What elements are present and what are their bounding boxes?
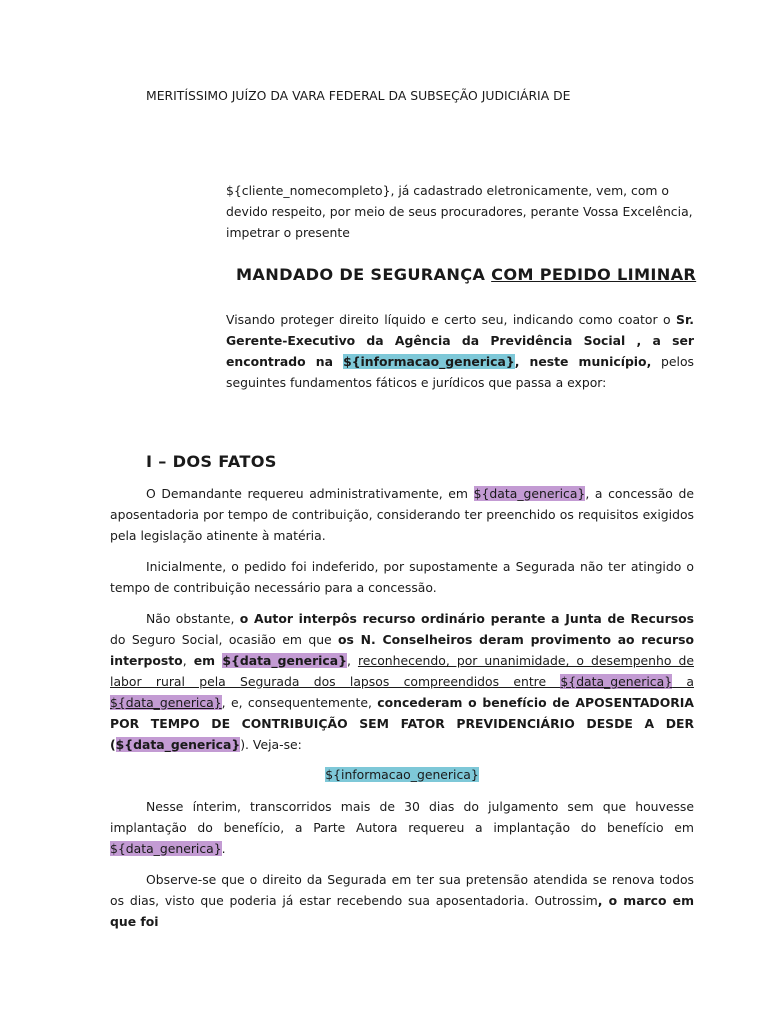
document-title xyxy=(236,265,696,284)
court-address: MERITÍSSIMO JUÍZO DA VARA FEDERAL DA SUBSEÇÃO JUDICIÁRIA DE xyxy=(146,88,571,103)
p3-bold-d: concederam o benefício de APOSENTADORIA POR TEMPO DE CONTRIBUIÇÃO SEM FATOR PREVIDENCIÁRIO DESDE A DER ( xyxy=(110,695,694,752)
p4-text-a: Nesse ínterim, transcorridos mais de 30 dias do julgamento sem que houvesse implantação do benefício, a Parte Autora requereu a implantação do benefício em xyxy=(110,799,694,835)
p1-text-b: , a concessão de aposentadoria por tempo de contribuição, considerando ter preenchido os requisitos exigidos pela legislação atinente à matéria. xyxy=(110,486,695,543)
paragraph-5 xyxy=(110,869,694,932)
intro-paragraph: ${cliente_nomecompleto}, já cadastrado eletronicamente, vem, com o devido respeito, por meio de seus procuradores, perante Vossa Excelência, impetrar o presente xyxy=(226,183,693,240)
paragraph-4 xyxy=(110,796,694,859)
paragraph-1 xyxy=(110,483,694,546)
p3-text-b: do Seguro Social, ocasião em que xyxy=(110,632,339,647)
p5-text: Observe-se que o direito da Segurada em ter sua pretensão atendida se renova todos os dias, visto que poderia já estar recebendo sua aposentadoria. Outrossim xyxy=(110,872,694,908)
p3-underline-a: reconhecendo, por unanimidade, o desempenho de labor rural pela Segurada dos lapsos compreendidos entre xyxy=(110,653,694,689)
fundamentos-text: pelos seguintes fundamentos fáticos e jurídicos que passa a expor: xyxy=(226,354,694,390)
p3-underline-b: a xyxy=(672,674,694,689)
date-placeholder: ${data_generica} xyxy=(560,674,673,689)
title-main: MANDADO DE SEGURANÇA xyxy=(236,265,492,284)
p3-text-e: , e, consequentemente, xyxy=(221,695,378,710)
p3-text-a: Não obstante, xyxy=(146,611,240,626)
p5-bold: , o marco em que foi xyxy=(110,893,694,929)
p3-bold-a: o Autor interpôs recurso ordinário perante a Junta de Recursos xyxy=(239,611,694,626)
p3-text-c: , xyxy=(182,653,194,668)
section-heading: I – DOS FATOS xyxy=(146,452,277,471)
date-placeholder: ${data_generica} xyxy=(110,695,222,710)
paragraph-3 xyxy=(110,608,694,755)
coator-name: Sr. Gerente-Executivo da Agência da Previdência Social , a ser encontrado na xyxy=(226,312,694,369)
p1-text-a: O Demandante requereu administrativamente, em xyxy=(146,486,474,501)
quote-placeholder-line xyxy=(110,764,694,785)
coator-paragraph xyxy=(226,309,694,393)
p2-text: Inicialmente, o pedido foi indeferido, por supostamente a Segurada não ter atingido o tempo de contribuição necessário para a concessão. xyxy=(110,559,694,595)
date-placeholder: ${data_generica} xyxy=(110,841,222,856)
info-placeholder: ${informacao_generica} xyxy=(325,767,479,782)
p3-text-d: , xyxy=(346,653,358,668)
p3-text-f: ). Veja-se: xyxy=(240,737,302,752)
coator-text: Visando proteger direito líquido e certo seu, indicando como coator o xyxy=(226,312,677,327)
p4-text-b: . xyxy=(221,841,226,856)
paragraph-2 xyxy=(110,556,694,598)
p3-bold-c: em xyxy=(193,653,223,668)
date-placeholder: ${data_generica} xyxy=(473,486,586,501)
p3-bold-b: os N. Conselheiros deram provimento ao recurso interposto xyxy=(110,632,694,668)
info-placeholder: ${informacao_generica} xyxy=(343,354,515,369)
municipio-text: , neste município, xyxy=(514,354,652,369)
title-subtitle: COM PEDIDO LIMINAR xyxy=(491,265,697,284)
date-placeholder: ${data_generica} xyxy=(222,653,347,668)
date-placeholder: ${data_generica} xyxy=(115,737,241,752)
